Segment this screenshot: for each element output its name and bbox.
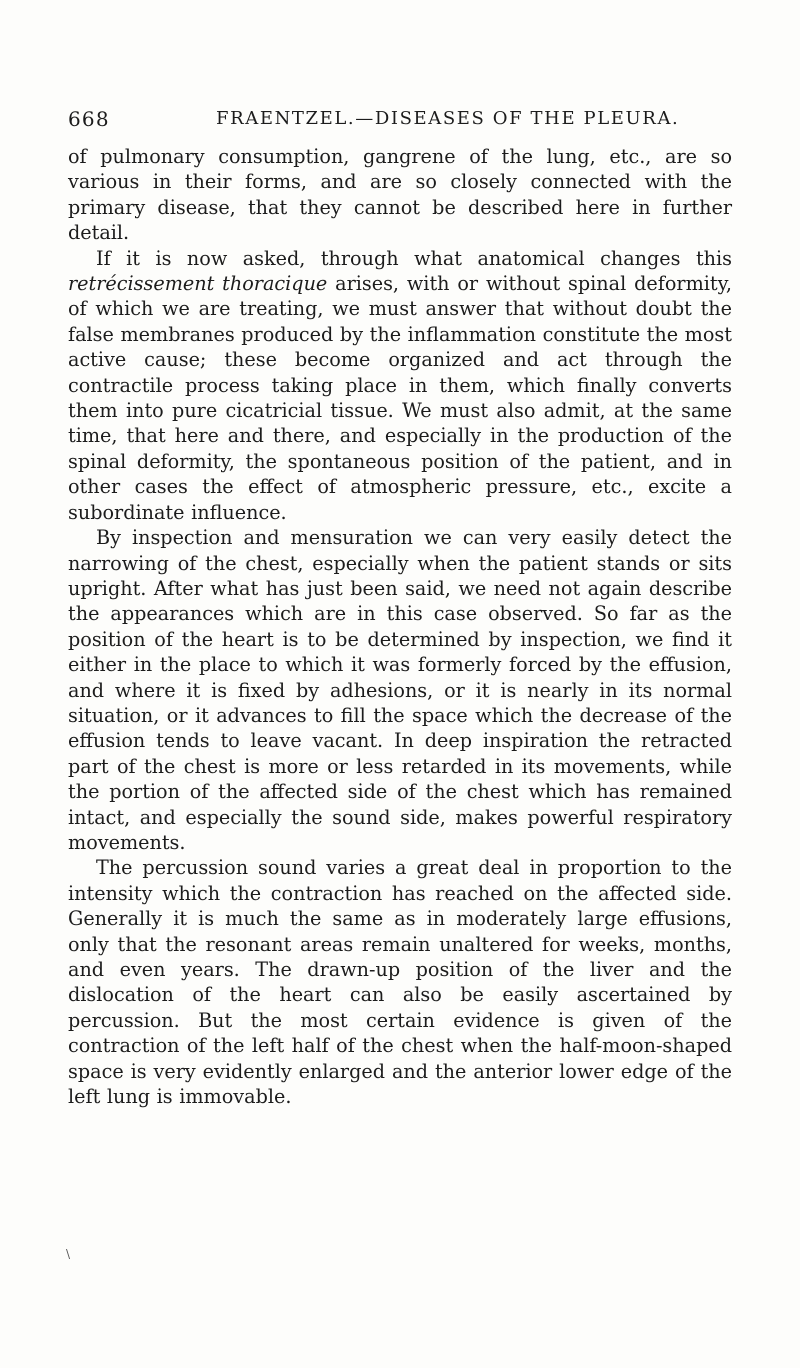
body-text: [68, 144, 732, 1109]
stray-mark: \: [66, 1247, 71, 1261]
running-head: [68, 107, 730, 137]
italic-term: retrécissement thoracique: [68, 272, 328, 296]
paragraph-continuation: of pulmonary consumption, gangrene of the lung, etc., are so various in their forms, and are so closely connected with the primary disease, that they cannot be described here in further detail.: [68, 145, 732, 245]
paragraph-causes-rest: arises, with or without spinal deformity, of which we are treating, we must answer that without doubt the false membranes produced by the inflammation constitute the most active cause; these become organized and act through the contractile process taking place in them, which finally converts them into pure cicatricial tissue. We must also admit, at the same time, that here and there, and especially in the production of the spinal deformity, the spontaneous position of the patient, and in other cases the effect of atmospheric pressure, etc., excite a subordinate influence.: [68, 272, 732, 524]
paragraph-causes-lead: If it is now asked, through what anatomical changes this: [96, 246, 732, 270]
running-title: FRAENTZEL.—DISEASES OF THE PLEURA.: [216, 108, 680, 129]
page-number: 668: [68, 107, 110, 131]
paragraph-inspection: By inspection and mensuration we can very easily detect the narrowing of the chest, especially when the patient stands or sits upright. After what has just been said, we need not again describe the appearances which are in this case observed. So far as the position of the heart is to be determined by inspection, we find it either in the place to which it was formerly forced by the effusion, and where it is fixed by adhesions, or it is nearly in its normal situation, or it advances to fill the space which the decrease of the effusion tends to leave vacant. In deep inspiration the retracted part of the chest is more or less retarded in its movements, while the portion of the affected side of the chest which has remained intact, and especially the sound side, makes powerful respiratory movements.: [68, 526, 732, 854]
paragraph-causes: [68, 246, 732, 525]
paragraph-percussion: The percussion sound varies a great deal in proportion to the intensity which the contraction has reached on the affected side. Generally it is much the same as in moderately large effusions, only that the resonant areas remain unaltered for weeks, months, and even years. The drawn-up position of the liver and the dislocation of the heart can also be easily ascertained by percussion. But the most certain evidence is given of the contraction of the left half of the chest when the half-moon-shaped space is very evidently enlarged and the anterior lower edge of the left lung is immovable.: [68, 856, 732, 1109]
